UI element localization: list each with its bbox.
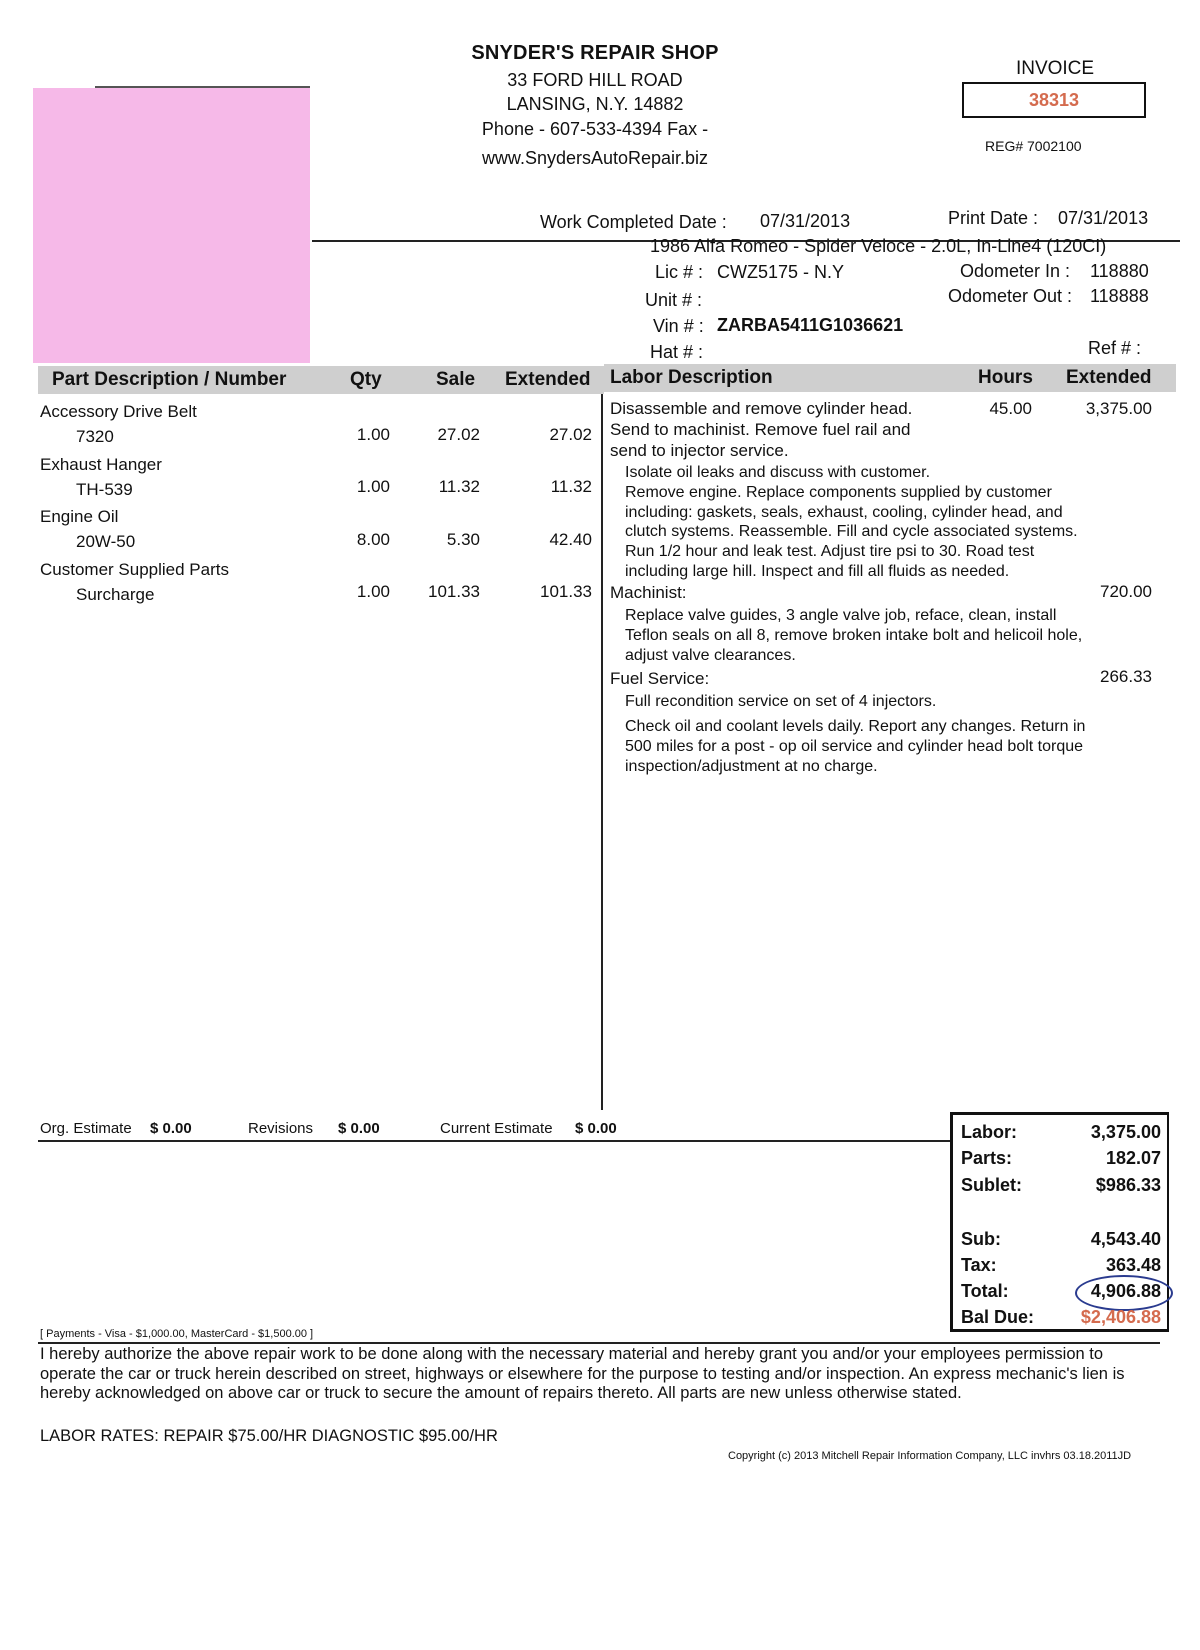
- shop-address-1: 33 FORD HILL ROAD: [507, 70, 683, 90]
- balance-due-label: Bal Due:: [961, 1307, 1035, 1327]
- odometer-in-label: Odometer In :: [960, 261, 1071, 281]
- labor-detail: Replace valve guides, 3 angle valve job, reface, clean, install: [625, 607, 1057, 624]
- work-completed-date: 07/31/2013: [760, 211, 851, 231]
- header-labor-extended: Extended: [1066, 367, 1152, 388]
- header-sale: Sale: [436, 369, 476, 390]
- tax-value: 363.48: [1105, 1255, 1161, 1275]
- part-number: TH-539: [76, 480, 133, 499]
- labor-line: Disassemble and remove cylinder head.: [610, 399, 913, 418]
- current-estimate-value: $ 0.00: [575, 1120, 617, 1137]
- estimate-divider: [38, 1140, 950, 1142]
- print-date-label: Print Date :: [948, 208, 1039, 228]
- subtotal-label: Sub:: [961, 1229, 1001, 1249]
- invoice-label: INVOICE: [1015, 58, 1095, 79]
- work-completed-label: Work Completed Date :: [540, 212, 727, 232]
- print-date: 07/31/2013: [1058, 208, 1149, 228]
- labor-detail: adjust valve clearances.: [625, 647, 796, 664]
- part-extended: 27.02: [549, 425, 592, 444]
- labor-detail: clutch systems. Reassemble. Fill and cycle associated systems.: [625, 523, 1078, 540]
- header-hours: Hours: [978, 367, 1033, 388]
- part-name: Engine Oil: [40, 507, 119, 526]
- part-qty: 8.00: [356, 530, 390, 549]
- shop-address-2: LANSING, N.Y. 14882: [506, 94, 684, 114]
- part-qty: 1.00: [356, 425, 390, 444]
- vin-label: Vin # :: [653, 316, 704, 336]
- column-divider: [601, 394, 603, 1110]
- odometer-in-value: 118880: [1090, 261, 1149, 281]
- part-number: 20W-50: [76, 532, 136, 551]
- shop-name: SNYDER'S REPAIR SHOP: [471, 42, 719, 64]
- part-extended: 11.32: [550, 477, 592, 496]
- labor-extended: 3,375.00: [1085, 399, 1152, 418]
- org-estimate-label: Org. Estimate: [40, 1120, 132, 1137]
- authorization-text: I hereby authorize the above repair work to be done along with the necessary material and hereby grant you and/or your employees permission to operate the car or truck herein described on street, highways or elsewhere for the purpose to testing and/or inspection. An express mechanic's lien is hereby acknowledged on above car or truck to secure the amount of repairs thereto. All parts are new unless otherwise stated.: [40, 1345, 1125, 1402]
- part-extended: 101.33: [540, 582, 592, 601]
- part-number: Surcharge: [76, 585, 155, 604]
- fuel-service-label: Fuel Service:: [610, 669, 710, 688]
- reg-number: REG# 7002100: [985, 138, 1082, 154]
- header-part-description: Part Description / Number: [52, 369, 287, 390]
- payments-note: [ Payments - Visa - $1,000.00, MasterCard - $1,500.00 ]: [40, 1328, 314, 1340]
- labor-line: send to injector service.: [610, 441, 789, 460]
- labor-detail: including large hill. Inspect and fill all fluids as needed.: [625, 563, 1010, 580]
- part-sale: 27.02: [437, 425, 480, 444]
- part-name: Exhaust Hanger: [40, 455, 162, 474]
- labor-detail: including: gaskets, seals, exhaust, cooling, cylinder head, and: [625, 504, 1063, 521]
- machinist-label: Machinist:: [610, 583, 687, 602]
- header-labor-description: Labor Description: [610, 367, 773, 388]
- org-estimate-value: $ 0.00: [150, 1120, 192, 1137]
- labor-detail: Isolate oil leaks and discuss with customer.: [625, 464, 931, 481]
- labor-detail: Full recondition service on set of 4 injectors.: [625, 693, 937, 710]
- part-name: Customer Supplied Parts: [40, 560, 229, 579]
- sublet-value: $986.33: [1095, 1175, 1161, 1195]
- tax-label: Tax:: [961, 1255, 997, 1275]
- subtotal-value: 4,543.40: [1090, 1229, 1161, 1249]
- odometer-out-label: Odometer Out :: [948, 286, 1073, 306]
- revisions-label: Revisions: [248, 1120, 314, 1137]
- labor-hours: 45.00: [989, 399, 1032, 418]
- hat-label: Hat # :: [650, 342, 704, 362]
- copyright: Copyright (c) 2013 Mitchell Repair Information Company, LLC invhrs 03.18.2011JD: [728, 1450, 1132, 1462]
- machinist-extended: 720.00: [1100, 582, 1152, 601]
- parts-table-header: [38, 366, 604, 394]
- part-qty: 1.00: [356, 477, 390, 496]
- fuel-service-extended: 266.33: [1100, 667, 1152, 686]
- labor-table-header: [604, 364, 1176, 392]
- revisions-value: $ 0.00: [338, 1120, 380, 1137]
- part-number: 7320: [76, 427, 114, 446]
- current-estimate-label: Current Estimate: [440, 1120, 553, 1137]
- vin-value: ZARBA5411G1036621: [717, 315, 904, 335]
- labor-detail: Teflon seals on all 8, remove broken intake bolt and helicoil hole,: [625, 627, 1083, 644]
- service-note: inspection/adjustment at no charge.: [625, 758, 878, 775]
- unit-label: Unit # :: [645, 290, 703, 310]
- shop-website: www.SnydersAutoRepair.biz: [481, 148, 709, 168]
- totals-box: [950, 1112, 1169, 1332]
- part-sale: 101.33: [428, 582, 480, 601]
- labor-line: Send to machinist. Remove fuel rail and: [610, 420, 911, 439]
- labor-rates: LABOR RATES: REPAIR $75.00/HR DIAGNOSTIC $95.00/HR: [40, 1427, 498, 1445]
- sublet-label: Sublet:: [961, 1175, 1022, 1195]
- redacted-customer-block: [33, 88, 310, 363]
- labor-total-label: Labor:: [961, 1122, 1017, 1142]
- payments-divider: [38, 1342, 1160, 1344]
- circled-total-mark: [1075, 1275, 1173, 1311]
- labor-total-value: 3,375.00: [1090, 1122, 1161, 1142]
- parts-total-value: 182.07: [1105, 1148, 1161, 1168]
- part-extended: 42.40: [549, 530, 592, 549]
- labor-detail: Remove engine. Replace components supplied by customer: [625, 484, 1052, 501]
- part-name: Accessory Drive Belt: [40, 402, 197, 421]
- ref-label: Ref # :: [1088, 338, 1142, 358]
- odometer-out-value: 118888: [1090, 286, 1149, 306]
- header-extended: Extended: [505, 369, 591, 390]
- parts-total-label: Parts:: [961, 1148, 1013, 1168]
- service-note: Check oil and coolant levels daily. Report any changes. Return in: [625, 718, 1086, 735]
- part-qty: 1.00: [356, 582, 390, 601]
- invoice-number: 38313: [962, 82, 1146, 118]
- service-note: 500 miles for a post - op oil service and cylinder head bolt torque: [625, 738, 1084, 755]
- part-sale: 11.32: [438, 477, 480, 496]
- header-qty: Qty: [350, 369, 382, 390]
- lic-value: CWZ5175 - N.Y: [717, 262, 845, 282]
- total-value: 4,906.88: [1090, 1281, 1161, 1301]
- part-sale: 5.30: [446, 530, 480, 549]
- shop-phone: Phone - 607-533-4394 Fax -: [481, 119, 709, 139]
- balance-due-value: $2,406.88: [1080, 1307, 1161, 1327]
- lic-label: Lic # :: [655, 262, 704, 282]
- vehicle-description: 1986 Alfa Romeo - Spider Veloce - 2.0L, In-Line4 (120CI): [650, 236, 1107, 256]
- total-label: Total:: [961, 1281, 1009, 1301]
- labor-detail: Run 1/2 hour and leak test. Adjust tire psi to 30. Road test: [625, 543, 1035, 560]
